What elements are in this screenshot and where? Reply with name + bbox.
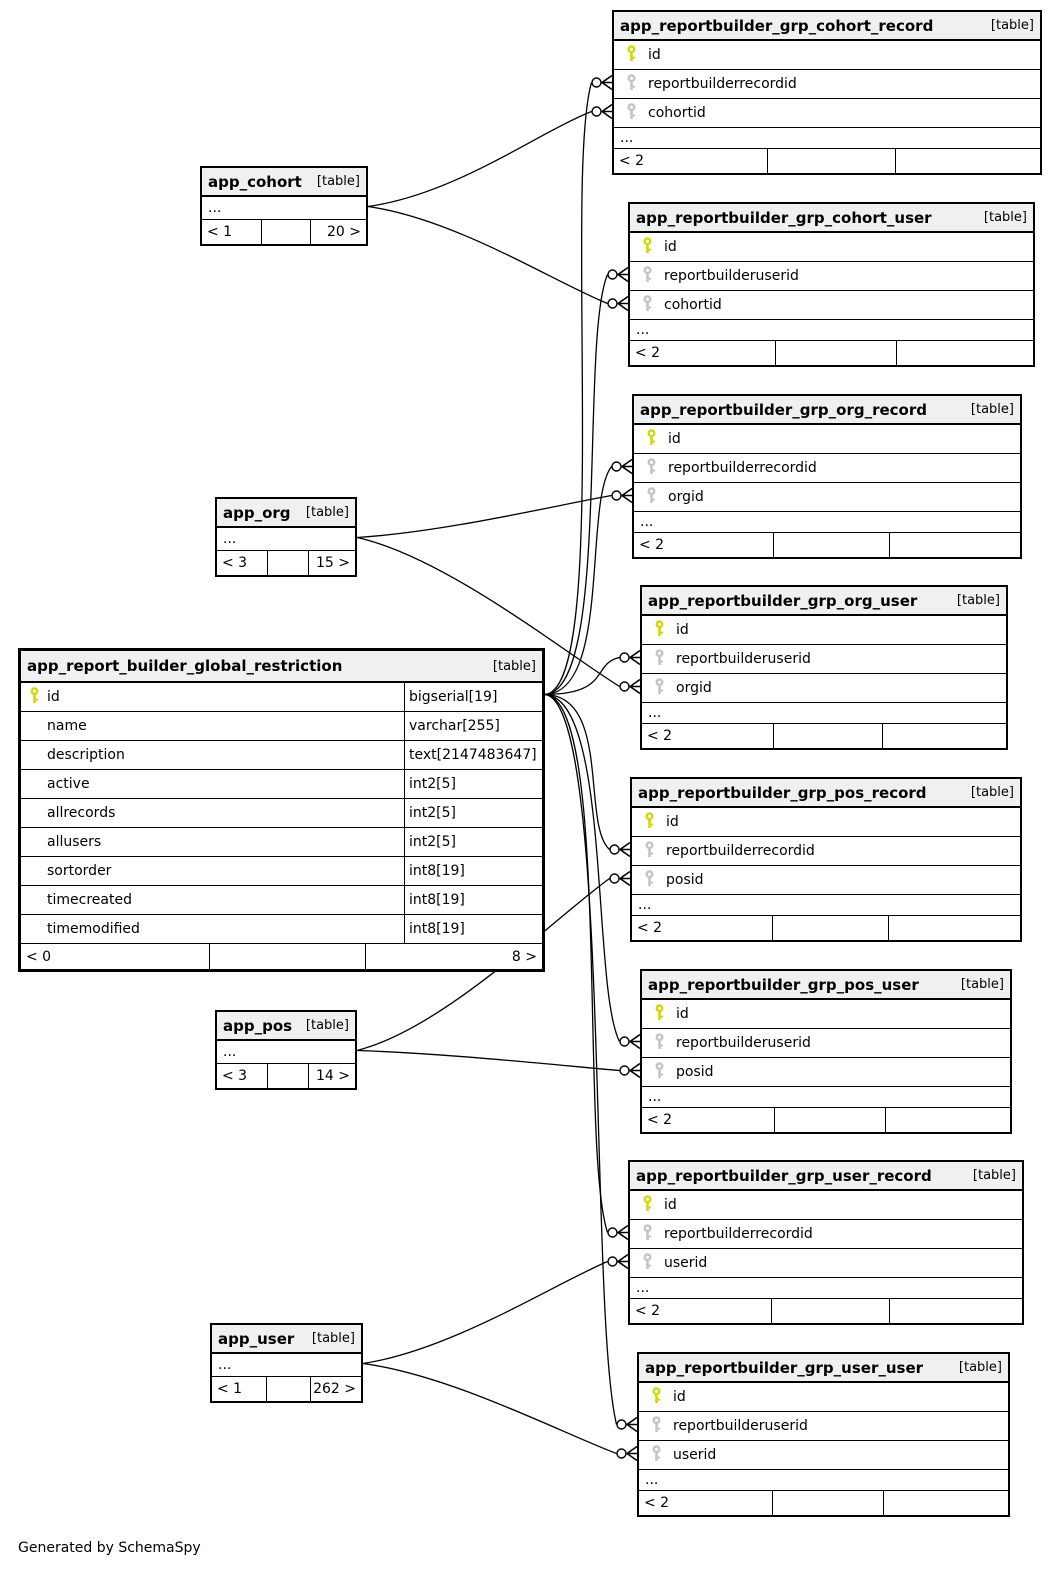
column-row-posid — [642, 1058, 1010, 1087]
column-name: userid — [673, 1447, 717, 1463]
table-title[interactable]: app_reportbuilder_grp_pos_record — [638, 783, 927, 802]
table-app_reportbuilder_grp_pos_user — [640, 969, 1012, 1134]
table-type-tag: [table] — [990, 18, 1034, 33]
column-row-reportbuilderrecordid — [632, 837, 1020, 866]
column-row-orgid — [634, 483, 1020, 512]
column-row-userid — [630, 1249, 1022, 1278]
ellipsis-row: ... — [642, 1087, 1010, 1108]
footer-middle-cell — [772, 1491, 883, 1515]
primary-key-icon — [29, 687, 40, 708]
column-row-allrecords — [21, 799, 542, 828]
key-slot — [639, 1445, 673, 1466]
zero-many-circle — [620, 1037, 629, 1046]
crow-foot-arrow — [630, 1064, 640, 1078]
table-title[interactable]: app_user — [218, 1329, 295, 1348]
footer-children-count: < 2 — [619, 153, 645, 169]
crow-foot-arrow — [630, 1035, 640, 1049]
column-row-sortorder — [21, 857, 542, 886]
zero-many-circle — [610, 874, 619, 883]
column-row-active — [21, 770, 542, 799]
table-header[interactable] — [614, 12, 1040, 41]
key-slot — [614, 103, 648, 124]
column-type: varchar[255] — [404, 712, 542, 740]
table-title[interactable]: app_reportbuilder_grp_user_record — [636, 1166, 932, 1185]
primary-key-icon — [646, 429, 657, 450]
column-type: int8[19] — [404, 915, 542, 943]
crow-foot-arrow — [618, 297, 628, 311]
column-name: cohortid — [664, 297, 722, 313]
footer-middle-cell — [773, 533, 889, 557]
table-title[interactable]: app_reportbuilder_grp_org_record — [640, 400, 927, 419]
column-row-id — [632, 808, 1020, 837]
column-name: id — [664, 239, 677, 255]
zero-many-circle — [620, 653, 629, 662]
ellipsis-row: ... — [630, 320, 1033, 341]
table-title[interactable]: app_reportbuilder_grp_cohort_record — [620, 16, 934, 35]
crow-foot-arrow — [602, 105, 612, 119]
ellipsis-row: ... — [632, 895, 1020, 916]
table-header[interactable] — [634, 396, 1020, 425]
crow-foot-arrow — [630, 651, 640, 665]
footer-children-count: < 2 — [647, 1112, 673, 1128]
table-type-tag: [table] — [305, 1018, 349, 1033]
column-name: reportbuilderrecordid — [664, 1226, 813, 1242]
footer-children-count: < 3 — [222, 1068, 248, 1084]
key-slot — [630, 1224, 664, 1245]
column-name: orgid — [676, 680, 712, 696]
fk-connector-app_user-to-app_reportbuilder_grp_user_record — [363, 1255, 628, 1364]
table-type-tag: [table] — [305, 505, 349, 520]
key-slot — [634, 487, 668, 508]
fk-connector-app_report_builder_global_restriction-to-app_reportbuilder_grp_user_record — [545, 695, 628, 1240]
footer-children-count: < 2 — [635, 1303, 661, 1319]
column-row-timemodified — [21, 915, 542, 944]
table-header[interactable] — [217, 499, 355, 528]
key-slot — [642, 1004, 676, 1025]
column-name: timecreated — [47, 892, 132, 908]
table-header[interactable] — [630, 204, 1033, 233]
table-type-tag: [table] — [316, 174, 360, 189]
table-title[interactable]: app_pos — [223, 1016, 293, 1035]
ellipsis-row: ... — [217, 1041, 355, 1064]
column-name: posid — [676, 1064, 714, 1080]
column-name: orgid — [668, 489, 704, 505]
column-type: int2[5] — [404, 828, 542, 856]
foreign-key-icon — [654, 1062, 665, 1083]
column-row-reportbuilderuserid — [630, 262, 1033, 291]
fk-connector-app_cohort-to-app_reportbuilder_grp_cohort_record — [368, 105, 612, 207]
column-name: id — [673, 1389, 686, 1405]
column-row-id — [642, 1000, 1010, 1029]
zero-many-circle — [610, 845, 619, 854]
footer-middle-cell — [774, 1108, 884, 1132]
zero-many-circle — [620, 682, 629, 691]
column-row-description — [21, 741, 542, 770]
column-row-id — [614, 41, 1040, 70]
footer-parents-count — [885, 1108, 1010, 1132]
zero-many-circle — [592, 78, 601, 87]
fk-connector-app_report_builder_global_restriction-to-app_reportbuilder_grp_user_user — [545, 695, 637, 1432]
column-name: reportbuilderrecordid — [668, 460, 817, 476]
footer-middle-cell — [266, 1377, 311, 1401]
foreign-key-icon — [642, 1253, 653, 1274]
footer-middle-cell — [775, 341, 896, 365]
key-slot — [632, 841, 666, 862]
column-row-reportbuilderuserid — [642, 645, 1006, 674]
table-header[interactable] — [217, 1012, 355, 1041]
table-app_reportbuilder_grp_user_record — [628, 1160, 1024, 1325]
key-slot — [21, 687, 47, 708]
crow-foot-arrow — [618, 1226, 628, 1240]
key-slot — [630, 295, 664, 316]
key-slot — [614, 74, 648, 95]
fk-connector-app_report_builder_global_restriction-to-app_reportbuilder_grp_cohort_user — [545, 268, 628, 695]
column-name: id — [676, 622, 689, 638]
key-slot — [632, 812, 666, 833]
foreign-key-icon — [644, 841, 655, 862]
table-app_reportbuilder_grp_org_user — [640, 585, 1008, 750]
column-name: posid — [666, 872, 704, 888]
table-footer — [639, 1491, 1008, 1515]
column-type: int8[19] — [404, 857, 542, 885]
column-name: reportbuilderuserid — [676, 1035, 811, 1051]
footer-middle-cell — [771, 1299, 889, 1323]
table-footer — [202, 220, 366, 244]
column-name: sortorder — [47, 863, 112, 879]
primary-key-icon — [654, 1004, 665, 1025]
footer-middle-cell — [772, 916, 888, 940]
footer-children-count: < 1 — [207, 224, 233, 240]
table-title[interactable]: app_report_builder_global_restriction — [27, 657, 343, 675]
foreign-key-icon — [651, 1445, 662, 1466]
crow-foot-arrow — [620, 843, 630, 857]
table-type-tag: [table] — [960, 977, 1004, 992]
column-name: id — [666, 814, 679, 830]
primary-key-icon — [651, 1387, 662, 1408]
footer-middle-cell — [767, 149, 895, 173]
table-header[interactable] — [642, 971, 1010, 1000]
zero-many-circle — [608, 299, 617, 308]
column-row-name — [21, 712, 542, 741]
footer-parents-count — [896, 341, 1033, 365]
footer-parents-count — [882, 724, 1006, 748]
key-slot — [642, 678, 676, 699]
column-row-posid — [632, 866, 1020, 895]
column-row-id — [630, 1191, 1022, 1220]
table-app_cohort — [200, 166, 368, 246]
ellipsis-row: ... — [639, 1470, 1008, 1491]
table-type-tag: [table] — [958, 1360, 1002, 1375]
key-slot — [614, 45, 648, 66]
zero-many-circle — [620, 1066, 629, 1075]
crow-foot-arrow — [627, 1447, 637, 1461]
column-row-reportbuilderuserid — [639, 1412, 1008, 1441]
column-name: id — [47, 689, 60, 705]
crow-foot-arrow — [602, 76, 612, 90]
zero-many-circle — [608, 270, 617, 279]
column-row-orgid — [642, 674, 1006, 703]
key-slot — [632, 870, 666, 891]
foreign-key-icon — [642, 295, 653, 316]
table-type-tag: [table] — [492, 658, 536, 674]
zero-many-circle — [612, 491, 621, 500]
table-title[interactable]: app_reportbuilder_grp_pos_user — [648, 975, 919, 994]
table-type-tag: [table] — [311, 1331, 355, 1346]
foreign-key-icon — [626, 74, 637, 95]
crow-foot-arrow — [618, 1255, 628, 1269]
column-name: reportbuilderrecordid — [648, 76, 797, 92]
table-header[interactable] — [202, 168, 366, 197]
footer-middle-cell — [773, 724, 882, 748]
foreign-key-icon — [651, 1416, 662, 1437]
footer-parents-count — [889, 1299, 1022, 1323]
table-footer — [632, 916, 1020, 940]
column-name: id — [664, 1197, 677, 1213]
table-header[interactable] — [639, 1354, 1008, 1383]
table-title[interactable]: app_cohort — [208, 172, 302, 191]
column-row-cohortid — [614, 99, 1040, 128]
foreign-key-icon — [654, 678, 665, 699]
column-type: text[2147483647] — [404, 741, 542, 769]
foreign-key-icon — [654, 1033, 665, 1054]
primary-key-icon — [644, 812, 655, 833]
footer-children-count: < 2 — [639, 537, 665, 553]
table-footer — [614, 149, 1040, 173]
table-app_pos — [215, 1010, 357, 1090]
column-type: int2[5] — [404, 799, 542, 827]
table-title[interactable]: app_reportbuilder_grp_org_user — [648, 591, 918, 610]
zero-many-circle — [612, 462, 621, 471]
column-row-id — [639, 1383, 1008, 1412]
footer-children-count: < 2 — [635, 345, 661, 361]
footer-parents-count: 14 > — [308, 1064, 355, 1088]
key-slot — [630, 266, 664, 287]
crow-foot-arrow — [622, 489, 632, 503]
column-row-id — [630, 233, 1033, 262]
footer-middle-cell — [261, 220, 310, 244]
key-slot — [634, 429, 668, 450]
primary-key-icon — [654, 620, 665, 641]
key-slot — [642, 620, 676, 641]
column-name: active — [47, 776, 90, 792]
zero-many-circle — [608, 1228, 617, 1237]
ellipsis-row: ... — [202, 197, 366, 220]
crow-foot-arrow — [620, 872, 630, 886]
primary-key-icon — [642, 1195, 653, 1216]
foreign-key-icon — [642, 1224, 653, 1245]
column-row-cohortid — [630, 291, 1033, 320]
table-app_reportbuilder_grp_pos_record — [630, 777, 1022, 942]
table-footer — [217, 1064, 355, 1088]
column-row-id — [634, 425, 1020, 454]
table-header[interactable] — [632, 779, 1020, 808]
ellipsis-row: ... — [634, 512, 1020, 533]
zero-many-circle — [608, 1257, 617, 1266]
table-footer — [21, 944, 542, 969]
fk-connector-app_cohort-to-app_reportbuilder_grp_cohort_user — [368, 207, 628, 311]
key-slot — [642, 649, 676, 670]
ellipsis-row: ... — [630, 1278, 1022, 1299]
column-name: id — [668, 431, 681, 447]
column-row-id — [21, 683, 542, 712]
column-row-id — [642, 616, 1006, 645]
column-name: description — [47, 747, 125, 763]
table-footer — [642, 1108, 1010, 1132]
table-title[interactable]: app_reportbuilder_grp_cohort_user — [636, 208, 932, 227]
footer-children-count: < 0 — [26, 948, 52, 965]
table-app_user — [210, 1323, 363, 1403]
fk-connector-app_pos-to-app_reportbuilder_grp_pos_user — [357, 1051, 640, 1078]
footer-children-count: < 2 — [644, 1495, 670, 1511]
footer-parents-count — [895, 149, 1040, 173]
key-slot — [634, 458, 668, 479]
table-title[interactable]: app_org — [223, 503, 291, 522]
footer-middle-cell — [267, 551, 308, 575]
column-row-timecreated — [21, 886, 542, 915]
footer-children-count: < 3 — [222, 555, 248, 571]
table-footer — [217, 551, 355, 575]
ellipsis-row: ... — [217, 528, 355, 551]
ellipsis-row: ... — [614, 128, 1040, 149]
crow-foot-arrow — [627, 1418, 637, 1432]
crow-foot-arrow — [622, 460, 632, 474]
footer-parents-count: 8 > — [365, 944, 542, 969]
column-row-allusers — [21, 828, 542, 857]
fk-connector-app_report_builder_global_restriction-to-app_reportbuilder_grp_cohort_record — [545, 76, 612, 695]
column-name: reportbuilderuserid — [673, 1418, 808, 1434]
key-slot — [642, 1062, 676, 1083]
table-header[interactable] — [212, 1325, 361, 1354]
foreign-key-icon — [654, 649, 665, 670]
column-name: reportbuilderuserid — [664, 268, 799, 284]
table-footer — [212, 1377, 361, 1401]
column-name: timemodified — [47, 921, 140, 937]
key-slot — [639, 1387, 673, 1408]
foreign-key-icon — [646, 458, 657, 479]
table-app_reportbuilder_grp_user_user — [637, 1352, 1010, 1517]
column-name: userid — [664, 1255, 708, 1271]
column-name: allrecords — [47, 805, 116, 821]
crow-foot-arrow — [618, 268, 628, 282]
column-row-reportbuilderrecordid — [634, 454, 1020, 483]
footer-children-count: < 1 — [217, 1381, 243, 1397]
ellipsis-row: ... — [212, 1354, 361, 1377]
table-title[interactable]: app_reportbuilder_grp_user_user — [645, 1358, 924, 1377]
table-type-tag: [table] — [983, 210, 1027, 225]
footer-children-count: < 2 — [647, 728, 673, 744]
column-name: reportbuilderrecordid — [666, 843, 815, 859]
column-name: id — [648, 47, 661, 63]
column-name: name — [47, 718, 87, 734]
table-app_org — [215, 497, 357, 577]
zero-many-circle — [592, 107, 601, 116]
column-row-reportbuilderrecordid — [630, 1220, 1022, 1249]
footer-parents-count — [889, 533, 1020, 557]
column-name: allusers — [47, 834, 102, 850]
column-row-reportbuilderuserid — [642, 1029, 1010, 1058]
table-type-tag: [table] — [970, 785, 1014, 800]
table-footer — [634, 533, 1020, 557]
table-type-tag: [table] — [970, 402, 1014, 417]
column-type: int2[5] — [404, 770, 542, 798]
footer-children-count: < 2 — [637, 920, 663, 936]
column-type: int8[19] — [404, 886, 542, 914]
foreign-key-icon — [646, 487, 657, 508]
fk-connector-app_user-to-app_reportbuilder_grp_user_user — [363, 1364, 637, 1461]
foreign-key-icon — [644, 870, 655, 891]
column-name: id — [676, 1006, 689, 1022]
table-app_reportbuilder_grp_cohort_user — [628, 202, 1035, 367]
table-header[interactable] — [642, 587, 1006, 616]
footer-parents-count: 262 > — [310, 1377, 361, 1401]
footer-middle-cell — [209, 944, 365, 969]
foreign-key-icon — [626, 103, 637, 124]
key-slot — [642, 1033, 676, 1054]
key-slot — [630, 237, 664, 258]
key-slot — [630, 1253, 664, 1274]
primary-key-icon — [642, 237, 653, 258]
footer-parents-count: 20 > — [310, 220, 366, 244]
footer-parents-count — [883, 1491, 1008, 1515]
table-footer — [642, 724, 1006, 748]
primary-key-icon — [626, 45, 637, 66]
column-name: reportbuilderuserid — [676, 651, 811, 667]
table-footer — [630, 1299, 1022, 1323]
table-app_report_builder_global_restriction — [18, 648, 545, 972]
table-app_reportbuilder_grp_cohort_record — [612, 10, 1042, 175]
zero-many-circle — [617, 1449, 626, 1458]
footer-parents-count — [888, 916, 1020, 940]
generated-by-label: Generated by SchemaSpy — [18, 1540, 201, 1556]
zero-many-circle — [617, 1420, 626, 1429]
table-type-tag: [table] — [956, 593, 1000, 608]
table-type-tag: [table] — [972, 1168, 1016, 1183]
column-name: cohortid — [648, 105, 706, 121]
table-header[interactable] — [630, 1162, 1022, 1191]
key-slot — [630, 1195, 664, 1216]
key-slot — [639, 1416, 673, 1437]
column-type: bigserial[19] — [404, 683, 542, 711]
footer-middle-cell — [267, 1064, 308, 1088]
footer-parents-count: 15 > — [308, 551, 355, 575]
crow-foot-arrow — [630, 680, 640, 694]
column-row-reportbuilderrecordid — [614, 70, 1040, 99]
ellipsis-row: ... — [642, 703, 1006, 724]
table-header[interactable] — [21, 651, 542, 683]
column-row-userid — [639, 1441, 1008, 1470]
table-app_reportbuilder_grp_org_record — [632, 394, 1022, 559]
table-footer — [630, 341, 1033, 365]
foreign-key-icon — [642, 266, 653, 287]
